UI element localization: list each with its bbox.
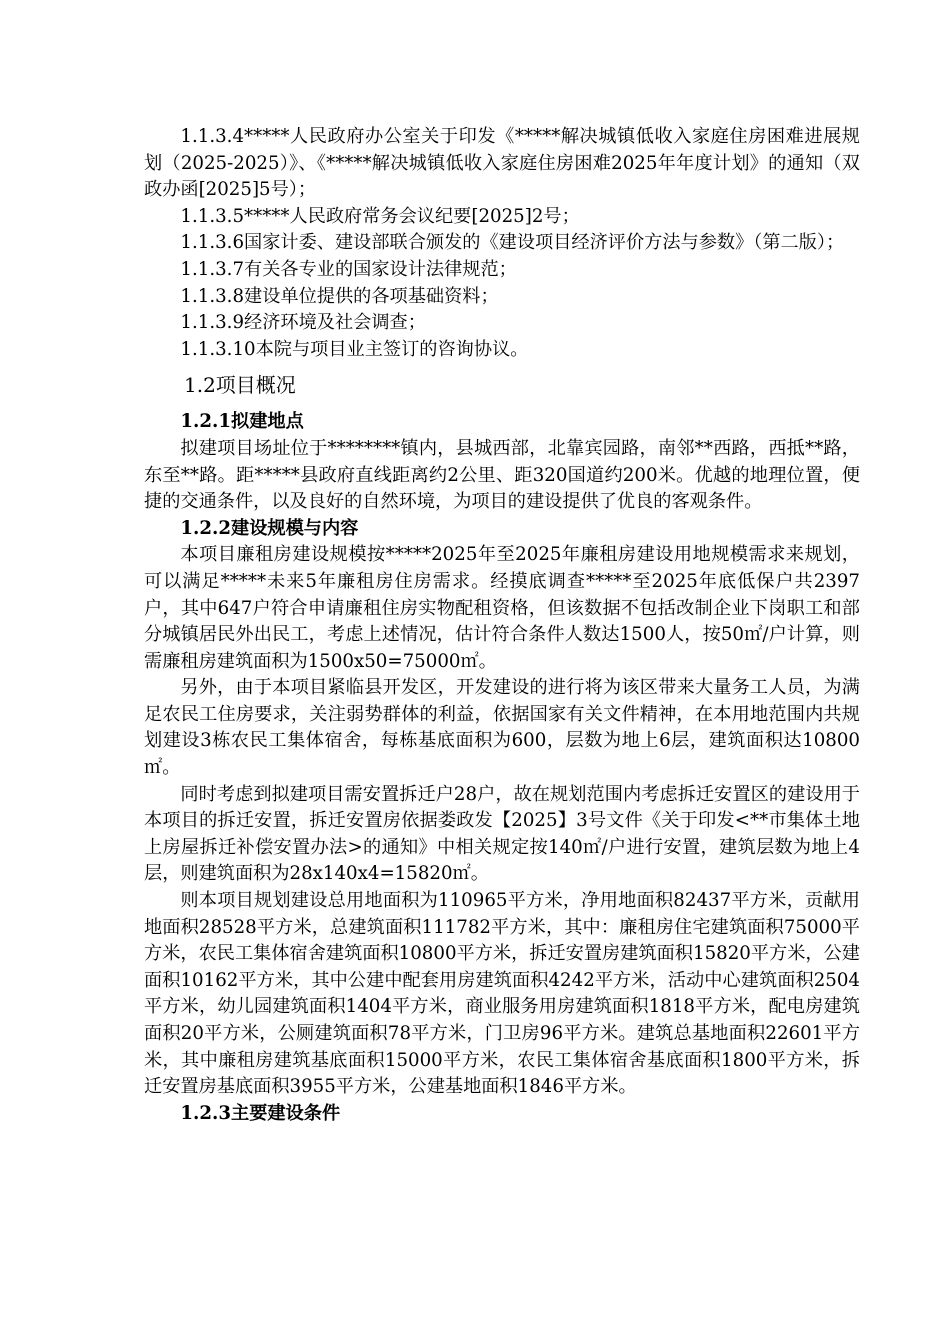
scale-paragraph-2: 另外，由于本项目紧临县开发区，开发建设的进行将为该区带来大量务工人员，为满足农民工住房要求，关注弱势群体的利益，依据国家有关文件精神，在本用地范围内共规划建设3栋农民工集体宿舍，每栋基底面积为600，层数为地上6层，建筑面积达10800㎡。 (144, 677, 860, 779)
subsection-heading-scale: 1.2.2建设规模与内容 (180, 517, 359, 539)
subsection-heading-conditions: 1.2.3主要建设条件 (180, 1102, 341, 1124)
basis-item-1-1-3-5: 1.1.3.5*****人民政府常务会议纪要[2025]2号； (180, 205, 580, 227)
site-paragraph: 拟建项目场址位于********镇内，县城西部，北靠宾园路，南邻**西路，西抵**路，东至**路。距*****县政府直线距离约2公里、距320国道约200米。优越的地理位置，便捷的交通条件，以及良好的自然环境，为项目的建设提供了优良的客观条件。 (144, 437, 860, 513)
section-heading-project-overview: 1.2项目概况 (184, 373, 296, 398)
scale-paragraph-3: 同时考虑到拟建项目需安置拆迁户28户，故在规划范围内考虑拆迁安置区的建设用于本项目的拆迁安置，拆迁安置房依据娄政发【2025】3号文件《关于印发<**市集体土地上房屋拆迁补偿安置办法>的通知》中相关规定按140㎡/户进行安置，建筑层数为地上4层，则建筑面积为28x140x4=15820㎡。 (144, 783, 860, 885)
scale-paragraph-4: 则本项目规划建设总用地面积为110965平方米，净用地面积82437平方米，贡献用地面积28528平方米，总建筑面积111782平方米，其中：廉租房住宅建筑面积75000平方米，农民工集体宿舍建筑面积10800平方米，拆迁安置房建筑面积15820平方米，公建面积10162平方米，其中公建中配套用房建筑面积4242平方米，活动中心建筑面积2504平方米，幼儿园建筑面积1404平方米，商业服务用房建筑面积1818平方米，配电房建筑面积20平方米，公厕建筑面积78平方米，门卫房96平方米。建筑总基地面积22601平方米，其中廉租房建筑基底面积15000平方米，农民工集体宿舍基底面积1800平方米，拆迁安置房基底面积3955平方米，公建基地面积1846平方米。 (144, 890, 860, 1098)
basis-item-1-1-3-9: 1.1.3.9经济环境及社会调查； (180, 312, 426, 334)
document-page (144, 124, 860, 1127)
basis-item-1-1-3-4: 1.1.3.4*****人民政府办公室关于印发《*****解决城镇低收入家庭住房困难进展规划（2025-2025）》、《*****解决城镇低收入家庭住房困难2025年年度计划》的通知（双政办函[2025]5号）； (144, 126, 860, 201)
basis-item-1-1-3-6: 1.1.3.6国家计委、建设部联合颁发的《建设项目经济评价方法与参数》（第二版）； (180, 232, 845, 254)
basis-item-1-1-3-10: 1.1.3.10本院与项目业主签订的咨询协议。 (180, 338, 529, 360)
subsection-heading-site: 1.2.1拟建地点 (180, 411, 304, 433)
basis-item-1-1-3-8: 1.1.3.8建设单位提供的各项基础资料； (180, 285, 499, 307)
basis-item-1-1-3-7: 1.1.3.7有关各专业的国家设计法律规范； (180, 258, 517, 280)
scale-paragraph-1: 本项目廉租房建设规模按*****2025年至2025年廉租房建设用地规模需求来规划，可以满足*****未来5年廉租房住房需求。经摸底调查*****至2025年底低保户共2397户，其中647户符合申请廉租住房实物配租资格，但该数据不包括改制企业下岗职工和部分城镇居民外出民工，考虑上述情况，估计符合条件人数达1500人，按50㎡/户计算，则需廉租房建筑面积为1500x50=75000㎡。 (144, 544, 860, 672)
